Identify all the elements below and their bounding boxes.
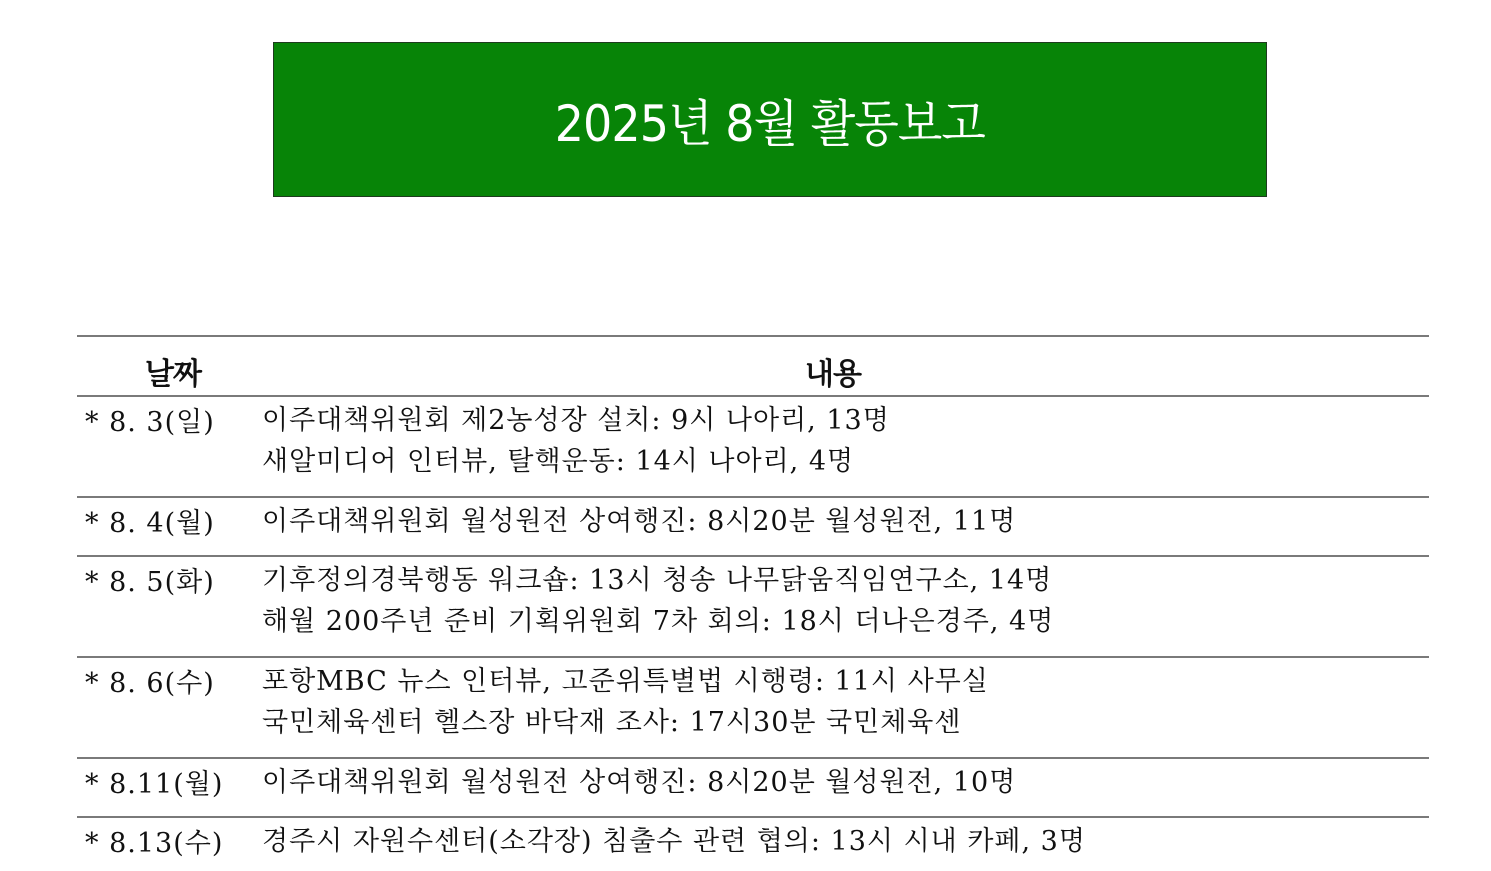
entry-line: 해월 200주년 준비 기획위원회 7차 회의: 18시 더나은경주, 4명 (262, 606, 1055, 637)
entry-content (262, 661, 1429, 743)
entry-date: * 8. 6(수) (85, 668, 215, 699)
table-row (77, 658, 1429, 759)
table-header (77, 335, 1429, 397)
entry-date: * 8.11(월) (85, 769, 224, 800)
entry-line: 이주대책위원회 월성원전 상여행진: 8시20분 월성원전, 10명 (262, 767, 1017, 798)
entry-line: 이주대책위원회 제2농성장 설치: 9시 나아리, 13명 (262, 405, 890, 436)
table-row (77, 818, 1429, 868)
entry-content (262, 501, 1429, 542)
entry-line: 국민체육센터 헬스장 바닥재 조사: 17시30분 국민체육센 (262, 707, 962, 738)
entry-content (262, 821, 1429, 862)
entry-content (262, 400, 1429, 482)
entry-line: 경주시 자원수센터(소각장) 침출수 관련 협의: 13시 시내 카페, 3명 (262, 826, 1086, 857)
entry-date: * 8. 3(일) (85, 407, 215, 438)
entry-line: 포항MBC 뉴스 인터뷰, 고준위특별법 시행령: 11시 사무실 (262, 666, 989, 697)
title-banner (273, 42, 1267, 197)
table-row (77, 498, 1429, 557)
page-title: 2025년 8월 활동보고 (554, 94, 986, 153)
table-row (77, 397, 1429, 498)
header-content: 내용 (805, 357, 861, 392)
table-row (77, 759, 1429, 818)
entry-date: * 8.13(수) (85, 828, 224, 859)
header-date: 날짜 (145, 357, 201, 392)
table-row (77, 557, 1429, 658)
activity-report-table (77, 335, 1429, 868)
entry-line: 새알미디어 인터뷰, 탈핵운동: 14시 나아리, 4명 (262, 446, 855, 477)
entry-content (262, 560, 1429, 642)
entry-content (262, 762, 1429, 803)
entry-date: * 8. 4(월) (85, 508, 215, 539)
entry-line: 이주대책위원회 월성원전 상여행진: 8시20분 월성원전, 11명 (262, 506, 1017, 537)
entry-line: 기후정의경북행동 워크숍: 13시 청송 나무닭움직임연구소, 14명 (262, 565, 1053, 596)
entry-date: * 8. 5(화) (85, 567, 215, 598)
